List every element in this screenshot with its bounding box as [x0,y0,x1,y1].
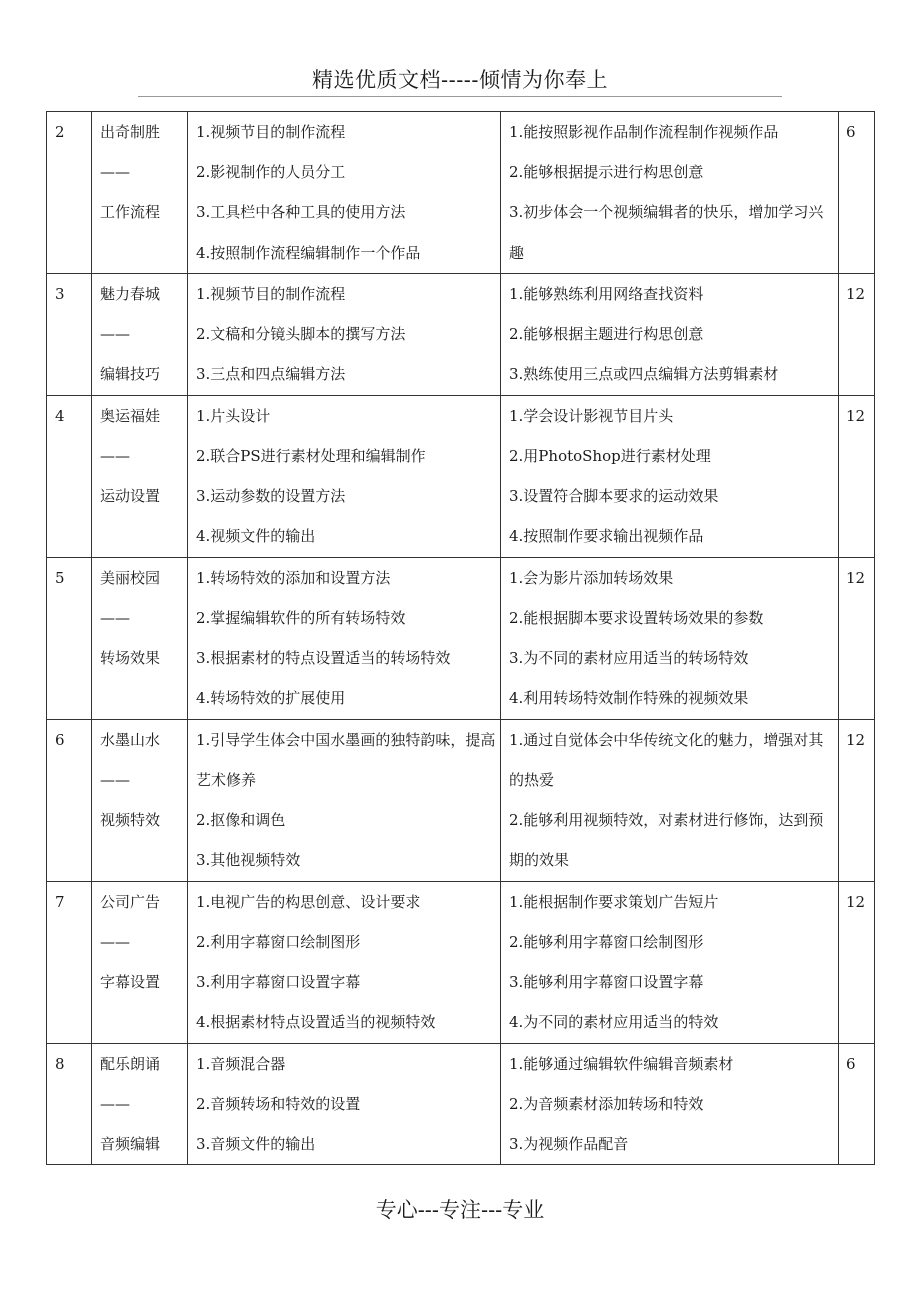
lesson-hours: 6 [846,123,856,141]
table-row [47,719,875,881]
lesson-hours: 12 [846,406,866,425]
lesson-topic-line: —— [100,163,130,182]
lesson-number: 6 [55,730,65,749]
lesson-content-cell [188,1043,501,1165]
content-item: 2.利用字幕窗口绘制图形 [196,932,361,951]
table-row [47,274,875,396]
content-item: 2.联合PS进行素材处理和编辑制作 [196,446,426,465]
course-table [46,111,875,1165]
lesson-topic-cell [92,557,188,719]
lesson-number-cell [47,274,92,396]
lesson-topic-line: 魅力春城 [100,285,161,303]
content-item: 4.转场特效的扩展使用 [196,689,346,708]
content-item: 3.运动参数的设置方法 [196,487,346,506]
goal-item: 1.能够熟练利用网络查找资料 [509,285,704,303]
lesson-topic-line: 水墨山水 [100,730,161,749]
content-item: 3.音频文件的输出 [196,1135,316,1154]
content-item: 2.影视制作的人员分工 [196,163,346,182]
goal-item: 3.设置符合脚本要求的运动效果 [509,487,719,506]
lesson-topic-cell [92,719,188,881]
lesson-topic-line: 奥运福娃 [100,406,161,425]
lesson-topic-line: —— [100,770,130,789]
lesson-hours-cell [839,881,875,1043]
lesson-topic-line: 字幕设置 [100,973,161,992]
page-footer: 专心---专注---专业 [375,1198,545,1222]
content-item: 4.按照制作流程编辑制作一个作品 [196,243,421,262]
lesson-hours: 12 [846,568,866,587]
lesson-hours-cell [839,1043,875,1165]
content-item: 2.文稿和分镜头脚本的撰写方法 [196,325,406,344]
page-header-title: 精选优质文档-----倾情为你奉上 [312,68,608,92]
lesson-hours-cell [839,719,875,881]
lesson-topic-line: 视频特效 [100,811,161,830]
lesson-topic-line: 出奇制胜 [100,123,161,141]
goal-item: 1.通过自觉体会中华传统文化的魅力，增强对其的热爱 [509,730,824,789]
goal-item: 4.利用转场特效制作特殊的视频效果 [509,689,749,708]
goal-item: 3.为视频作品配音 [509,1135,629,1154]
lesson-topic-line: 编辑技巧 [100,365,161,384]
lesson-goal-cell [501,395,839,557]
goal-item: 1.能按照影视作品制作流程制作视频作品 [509,123,779,141]
table-row [47,881,875,1043]
lesson-number: 5 [55,568,65,587]
goal-item: 2.能够利用字幕窗口绘制图形 [509,932,704,951]
goal-item: 2.能够利用视频特效，对素材进行修饰，达到预期的效果 [509,811,824,870]
content-item: 2.抠像和调色 [196,811,286,830]
lesson-content-cell [188,274,501,396]
lesson-topic-line: —— [100,325,130,344]
lesson-content-cell [188,112,501,274]
lesson-hours: 12 [846,730,866,749]
table-row [47,557,875,719]
content-item: 1.片头设计 [196,406,271,425]
content-item: 4.根据素材特点设置适当的视频特效 [196,1013,436,1032]
lesson-number-cell [47,719,92,881]
content-item: 2.掌握编辑软件的所有转场特效 [196,608,406,627]
content-item: 1.引导学生体会中国水墨画的独特韵味，提高艺术修养 [196,730,496,789]
lesson-number: 8 [55,1054,65,1073]
table-row [47,112,875,274]
lesson-content-cell [188,557,501,719]
lesson-goal-cell [501,557,839,719]
lesson-topic-line: 工作流程 [100,203,161,222]
goal-item: 2.能够根据提示进行构思创意 [509,163,704,182]
lesson-hours-cell [839,112,875,274]
lesson-topic-cell [92,881,188,1043]
goal-item: 2.用PhotoShop进行素材处理 [509,446,711,465]
header-divider [138,96,782,97]
content-item: 1.转场特效的添加和设置方法 [196,568,391,587]
lesson-number: 4 [55,406,65,425]
lesson-topic-line: 美丽校园 [100,568,161,587]
lesson-content-cell [188,881,501,1043]
lesson-number-cell [47,881,92,1043]
lesson-topic-cell [92,112,188,274]
content-item: 3.三点和四点编辑方法 [196,365,346,384]
goal-item: 3.初步体会一个视频编辑者的快乐，增加学习兴趣 [509,203,824,262]
lesson-topic-line: 配乐朗诵 [100,1054,161,1073]
lesson-topic-cell [92,274,188,396]
goal-item: 4.为不同的素材应用适当的特效 [509,1013,719,1032]
course-table-body [47,112,875,1165]
lesson-hours-cell [839,557,875,719]
table-row [47,1043,875,1165]
lesson-topic-cell [92,1043,188,1165]
content-item: 1.视频节目的制作流程 [196,285,346,303]
lesson-hours: 12 [846,892,866,911]
content-item: 3.工具栏中各种工具的使用方法 [196,203,406,222]
lesson-number-cell [47,557,92,719]
lesson-goal-cell [501,112,839,274]
goal-item: 4.按照制作要求输出视频作品 [509,527,704,546]
content-item: 3.其他视频特效 [196,851,301,870]
goal-item: 1.学会设计影视节目片头 [509,406,674,425]
content-item: 1.电视广告的构思创意、设计要求 [196,892,421,911]
lesson-goal-cell [501,719,839,881]
goal-item: 3.能够利用字幕窗口设置字幕 [509,973,704,992]
lesson-hours: 12 [846,285,866,303]
lesson-topic-line: 公司广告 [100,892,161,911]
lesson-number: 3 [55,285,65,303]
goal-item: 2.为音频素材添加转场和特效 [509,1094,704,1113]
goal-item: 3.为不同的素材应用适当的转场特效 [509,649,749,668]
lesson-topic-line: 运动设置 [100,487,161,506]
goal-item: 3.熟练使用三点或四点编辑方法剪辑素材 [509,365,779,384]
lesson-hours-cell [839,274,875,396]
goal-item: 2.能根据脚本要求设置转场效果的参数 [509,608,764,627]
lesson-topic-line: 音频编辑 [100,1135,161,1154]
lesson-goal-cell [501,881,839,1043]
table-row [47,395,875,557]
content-item: 1.音频混合器 [196,1054,286,1073]
lesson-topic-line: 转场效果 [100,649,161,668]
content-item: 2.音频转场和特效的设置 [196,1094,361,1113]
lesson-number: 7 [55,892,65,911]
goal-item: 1.能够通过编辑软件编辑音频素材 [509,1054,734,1073]
lesson-content-cell [188,395,501,557]
lesson-number-cell [47,112,92,274]
content-item: 3.利用字幕窗口设置字幕 [196,973,361,992]
lesson-content-cell [188,719,501,881]
content-item: 4.视频文件的输出 [196,527,316,546]
lesson-hours: 6 [846,1054,856,1073]
lesson-number-cell [47,1043,92,1165]
content-item: 1.视频节目的制作流程 [196,123,346,141]
lesson-number: 2 [55,123,65,141]
lesson-goal-cell [501,274,839,396]
lesson-topic-cell [92,395,188,557]
goal-item: 1.能根据制作要求策划广告短片 [509,892,719,911]
content-item: 3.根据素材的特点设置适当的转场特效 [196,649,451,668]
lesson-number-cell [47,395,92,557]
lesson-topic-line: —— [100,1094,130,1113]
goal-item: 1.会为影片添加转场效果 [509,568,674,587]
lesson-topic-line: —— [100,932,130,951]
lesson-topic-line: —— [100,608,130,627]
goal-item: 2.能够根据主题进行构思创意 [509,325,704,344]
lesson-topic-line: —— [100,446,130,465]
lesson-hours-cell [839,395,875,557]
lesson-goal-cell [501,1043,839,1165]
